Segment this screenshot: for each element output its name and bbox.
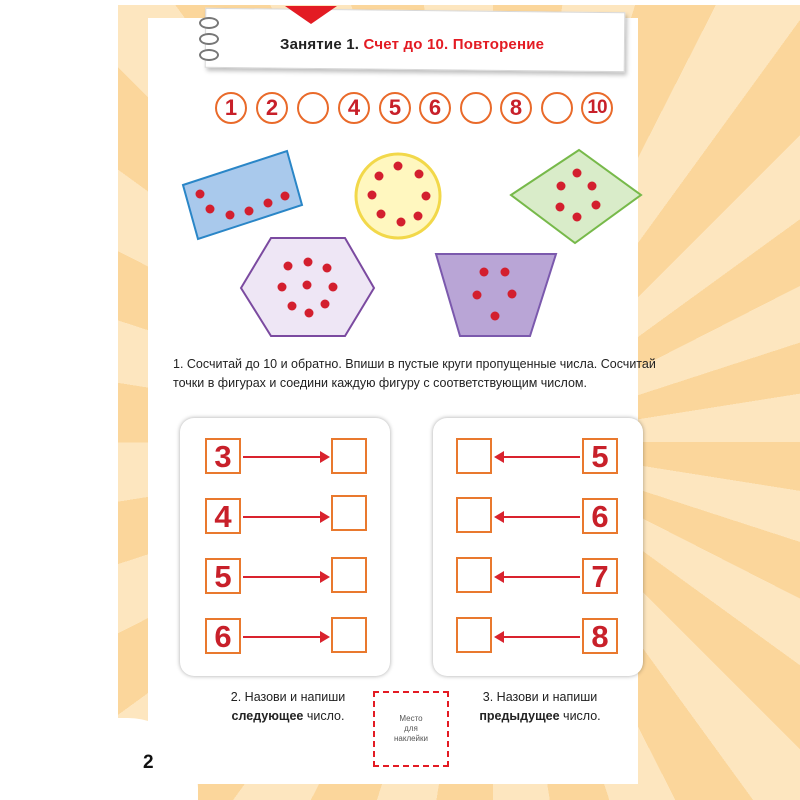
dot xyxy=(368,191,377,200)
arrow-right-icon xyxy=(243,456,328,458)
number-circle: 10 xyxy=(581,92,613,124)
dot xyxy=(323,264,332,273)
dot xyxy=(573,169,582,178)
instruction-3-rest: число. xyxy=(559,709,601,723)
dot xyxy=(414,212,423,221)
dot xyxy=(321,300,330,309)
instruction-3 xyxy=(470,688,610,726)
arrow-left-icon xyxy=(496,636,580,638)
number-box: 8 xyxy=(582,618,618,654)
dot xyxy=(284,262,293,271)
sticker-label: для xyxy=(404,724,418,733)
dot xyxy=(557,182,566,191)
instruction-1-line: 1. Сосчитай до 10 и обратно. Впиши в пустые круги пропущенные числа. Сосчитай xyxy=(173,357,656,371)
number-box: 6 xyxy=(582,498,618,534)
answer-box[interactable] xyxy=(456,438,492,474)
answer-box[interactable] xyxy=(456,617,492,653)
number-circle: 4 xyxy=(338,92,370,124)
dot xyxy=(245,207,254,216)
page-number: 2 xyxy=(143,752,154,773)
sticker-label: Место xyxy=(399,714,423,723)
dot xyxy=(473,291,482,300)
sticker-label: наклейки xyxy=(393,734,428,743)
answer-box[interactable] xyxy=(331,617,367,653)
arrow-right-icon xyxy=(243,636,328,638)
rhombus-shape[interactable] xyxy=(511,150,641,243)
dot xyxy=(556,203,565,212)
number-box: 7 xyxy=(582,558,618,594)
dot xyxy=(508,290,517,299)
dot xyxy=(377,210,386,219)
answer-box[interactable] xyxy=(331,495,367,531)
instruction-2-line1: 2. Назови и напиши xyxy=(230,690,346,704)
number-circle: 2 xyxy=(256,92,288,124)
dot xyxy=(588,182,597,191)
instruction-2-rest: число. xyxy=(303,709,345,723)
number-box: 5 xyxy=(205,558,241,594)
arrow-left-icon xyxy=(496,576,580,578)
dot xyxy=(281,192,290,201)
arrow-left-icon xyxy=(496,456,580,458)
number-box: 4 xyxy=(205,498,241,534)
dot xyxy=(491,312,500,321)
dot xyxy=(394,162,403,171)
dot xyxy=(278,283,287,292)
number-circle: 5 xyxy=(379,92,411,124)
dot xyxy=(303,281,312,290)
instruction-3-line1: 3. Назови и напиши xyxy=(482,690,598,704)
number-box: 5 xyxy=(582,438,618,474)
number-box: 6 xyxy=(205,618,241,654)
dot xyxy=(415,170,424,179)
dot xyxy=(288,302,297,311)
dot xyxy=(329,283,338,292)
dot xyxy=(375,172,384,181)
instruction-2-bold: следующее xyxy=(231,709,304,723)
dot xyxy=(501,268,510,277)
instruction-1-line: точки в фигурах и соедини каждую фигуру с соответствующим числом. xyxy=(173,376,587,390)
trapezoid-shape[interactable] xyxy=(436,254,556,336)
instruction-2-line2 xyxy=(218,707,358,726)
instruction-3-bold: предыдущее xyxy=(479,709,560,723)
instruction-1 xyxy=(173,355,656,393)
dot xyxy=(305,309,314,318)
dot xyxy=(397,218,406,227)
title-accent: Счет до 10. Повторение xyxy=(363,36,545,53)
dot xyxy=(304,258,313,267)
dot xyxy=(422,192,431,201)
dot xyxy=(592,201,601,210)
number-circle: 8 xyxy=(500,92,532,124)
number-box: 3 xyxy=(205,438,241,474)
dot xyxy=(196,190,205,199)
dot xyxy=(573,213,582,222)
dot xyxy=(264,199,273,208)
number-circle: 6 xyxy=(419,92,451,124)
instruction-3-line2 xyxy=(470,707,610,726)
answer-box[interactable] xyxy=(331,557,367,593)
dot xyxy=(226,211,235,220)
number-circle: 1 xyxy=(215,92,247,124)
title-prefix: Занятие 1. xyxy=(280,36,360,53)
arrow-right-icon xyxy=(243,516,328,518)
dot xyxy=(206,205,215,214)
dot xyxy=(480,268,489,277)
arrow-right-icon xyxy=(243,576,328,578)
answer-box[interactable] xyxy=(456,497,492,533)
arrow-left-icon xyxy=(496,516,580,518)
sticker-placeholder[interactable] xyxy=(373,691,449,767)
answer-box[interactable] xyxy=(331,438,367,474)
answer-box[interactable] xyxy=(456,557,492,593)
instruction-2 xyxy=(218,688,358,726)
